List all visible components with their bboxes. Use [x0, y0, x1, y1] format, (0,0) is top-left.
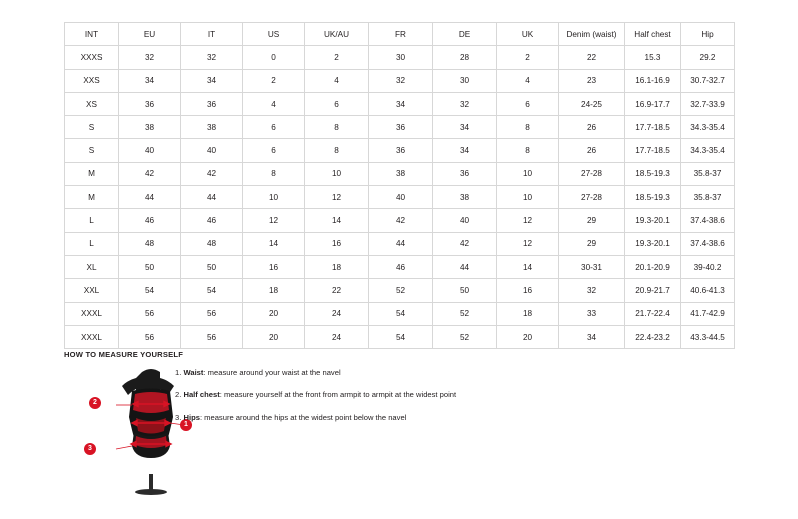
cell-denim-waist: 27-28: [559, 162, 625, 185]
cell-us: 0: [243, 46, 305, 69]
cell-it: 50: [181, 255, 243, 278]
cell-eu: 56: [119, 302, 181, 325]
cell-int: XXXL: [65, 325, 119, 348]
cell-de: 52: [433, 302, 497, 325]
item-number: 1.: [175, 368, 182, 377]
table-row: [65, 46, 735, 69]
table-row: [65, 279, 735, 302]
table-row: [65, 255, 735, 278]
cell-eu: 54: [119, 279, 181, 302]
cell-half-chest: 20.1-20.9: [625, 255, 681, 278]
cell-uk: 8: [497, 116, 559, 139]
cell-it: 54: [181, 279, 243, 302]
table-row: [65, 302, 735, 325]
cell-us: 20: [243, 302, 305, 325]
cell-int: L: [65, 232, 119, 255]
cell-eu: 36: [119, 92, 181, 115]
cell-us: 2: [243, 69, 305, 92]
cell-uk-au: 8: [305, 139, 369, 162]
cell-half-chest: 19.3-20.1: [625, 209, 681, 232]
column-header-uk: UK: [497, 23, 559, 46]
column-header-uk-au: UK/AU: [305, 23, 369, 46]
table-header-row: [65, 23, 735, 46]
column-header-us: US: [243, 23, 305, 46]
table-row: [65, 232, 735, 255]
cell-denim-waist: 22: [559, 46, 625, 69]
cell-uk-au: 8: [305, 116, 369, 139]
cell-int: XS: [65, 92, 119, 115]
cell-int: XXL: [65, 279, 119, 302]
cell-us: 14: [243, 232, 305, 255]
cell-us: 16: [243, 255, 305, 278]
cell-denim-waist: 30-31: [559, 255, 625, 278]
size-chart-table: [64, 22, 735, 349]
cell-fr: 42: [369, 209, 433, 232]
item-number: 3.: [175, 412, 182, 422]
cell-int: XXS: [65, 69, 119, 92]
cell-int: XL: [65, 255, 119, 278]
cell-it: 40: [181, 139, 243, 162]
cell-it: 34: [181, 69, 243, 92]
column-header-fr: FR: [369, 23, 433, 46]
column-header-de: DE: [433, 23, 497, 46]
cell-uk: 10: [497, 186, 559, 209]
cell-eu: 38: [119, 116, 181, 139]
cell-half-chest: 17.7-18.5: [625, 116, 681, 139]
cell-hip: 34.3-35.4: [681, 139, 735, 162]
measure-instructions-list: [175, 368, 595, 435]
cell-de: 52: [433, 325, 497, 348]
cell-fr: 36: [369, 139, 433, 162]
cell-int: XXXL: [65, 302, 119, 325]
table-row: [65, 325, 735, 348]
cell-it: 46: [181, 209, 243, 232]
cell-denim-waist: 26: [559, 139, 625, 162]
cell-denim-waist: 26: [559, 116, 625, 139]
cell-it: 32: [181, 46, 243, 69]
cell-denim-waist: 32: [559, 279, 625, 302]
cell-uk: 6: [497, 92, 559, 115]
cell-uk-au: 14: [305, 209, 369, 232]
list-item: [175, 390, 595, 399]
badge-waist: 1: [180, 419, 192, 431]
list-item: [175, 368, 595, 377]
cell-eu: 44: [119, 186, 181, 209]
cell-us: 12: [243, 209, 305, 232]
cell-fr: 54: [369, 325, 433, 348]
cell-eu: 50: [119, 255, 181, 278]
cell-uk-au: 16: [305, 232, 369, 255]
cell-half-chest: 18.5-19.3: [625, 162, 681, 185]
cell-de: 50: [433, 279, 497, 302]
cell-fr: 34: [369, 92, 433, 115]
cell-eu: 46: [119, 209, 181, 232]
cell-hip: 29.2: [681, 46, 735, 69]
cell-de: 34: [433, 139, 497, 162]
table-row: [65, 92, 735, 115]
cell-fr: 52: [369, 279, 433, 302]
cell-us: 20: [243, 325, 305, 348]
cell-hip: 32.7-33.9: [681, 92, 735, 115]
cell-us: 8: [243, 162, 305, 185]
cell-fr: 44: [369, 232, 433, 255]
cell-it: 56: [181, 325, 243, 348]
item-text: : measure yourself at the front from armpit to armpit at the widest point: [219, 390, 457, 400]
size-chart-container: [64, 22, 734, 349]
cell-uk-au: 6: [305, 92, 369, 115]
cell-hip: 37.4-38.6: [681, 209, 735, 232]
cell-uk-au: 22: [305, 279, 369, 302]
cell-uk-au: 10: [305, 162, 369, 185]
cell-us: 4: [243, 92, 305, 115]
cell-eu: 40: [119, 139, 181, 162]
cell-half-chest: 19.3-20.1: [625, 232, 681, 255]
cell-hip: 40.6-41.3: [681, 279, 735, 302]
cell-uk-au: 18: [305, 255, 369, 278]
cell-int: L: [65, 209, 119, 232]
cell-uk: 16: [497, 279, 559, 302]
cell-de: 44: [433, 255, 497, 278]
cell-uk: 12: [497, 232, 559, 255]
cell-denim-waist: 27-28: [559, 186, 625, 209]
cell-hip: 37.4-38.6: [681, 232, 735, 255]
item-term: Waist: [183, 368, 204, 377]
cell-hip: 35.8-37: [681, 162, 735, 185]
cell-half-chest: 21.7-22.4: [625, 302, 681, 325]
cell-eu: 42: [119, 162, 181, 185]
table-row: [65, 186, 735, 209]
cell-de: 32: [433, 92, 497, 115]
cell-uk: 2: [497, 46, 559, 69]
badge-half-chest: 2: [89, 397, 101, 409]
cell-uk: 10: [497, 162, 559, 185]
cell-fr: 46: [369, 255, 433, 278]
table-row: [65, 139, 735, 162]
cell-fr: 30: [369, 46, 433, 69]
cell-uk: 12: [497, 209, 559, 232]
column-header-it: IT: [181, 23, 243, 46]
table-row: [65, 116, 735, 139]
item-term: Hips: [183, 412, 200, 422]
column-header-half-chest: Half chest: [625, 23, 681, 46]
cell-fr: 36: [369, 116, 433, 139]
cell-half-chest: 22.4-23.2: [625, 325, 681, 348]
cell-uk: 20: [497, 325, 559, 348]
cell-de: 34: [433, 116, 497, 139]
item-text: : measure around your waist at the navel: [203, 368, 341, 377]
cell-de: 40: [433, 209, 497, 232]
table-row: [65, 209, 735, 232]
cell-fr: 32: [369, 69, 433, 92]
item-term: Half chest: [183, 390, 220, 400]
cell-denim-waist: 23: [559, 69, 625, 92]
cell-fr: 54: [369, 302, 433, 325]
cell-eu: 56: [119, 325, 181, 348]
cell-de: 28: [433, 46, 497, 69]
cell-int: S: [65, 116, 119, 139]
cell-de: 30: [433, 69, 497, 92]
cell-half-chest: 16.9-17.7: [625, 92, 681, 115]
cell-uk-au: 12: [305, 186, 369, 209]
cell-de: 38: [433, 186, 497, 209]
cell-int: S: [65, 139, 119, 162]
cell-it: 38: [181, 116, 243, 139]
list-item: [175, 413, 595, 422]
badge-hips: 3: [84, 443, 96, 455]
item-number: 2.: [175, 390, 182, 400]
cell-it: 44: [181, 186, 243, 209]
table-row: [65, 69, 735, 92]
cell-int: M: [65, 162, 119, 185]
cell-half-chest: 17.7-18.5: [625, 139, 681, 162]
cell-hip: 39-40.2: [681, 255, 735, 278]
cell-half-chest: 20.9-21.7: [625, 279, 681, 302]
cell-uk: 8: [497, 139, 559, 162]
cell-half-chest: 18.5-19.3: [625, 186, 681, 209]
cell-uk: 18: [497, 302, 559, 325]
cell-us: 18: [243, 279, 305, 302]
cell-denim-waist: 24-25: [559, 92, 625, 115]
cell-eu: 32: [119, 46, 181, 69]
cell-fr: 38: [369, 162, 433, 185]
cell-denim-waist: 29: [559, 209, 625, 232]
cell-uk: 14: [497, 255, 559, 278]
cell-eu: 34: [119, 69, 181, 92]
cell-uk-au: 24: [305, 302, 369, 325]
cell-it: 42: [181, 162, 243, 185]
cell-hip: 41.7-42.9: [681, 302, 735, 325]
cell-de: 42: [433, 232, 497, 255]
cell-uk-au: 4: [305, 69, 369, 92]
cell-hip: 43.3-44.5: [681, 325, 735, 348]
column-header-hip: Hip: [681, 23, 735, 46]
how-to-measure-title: HOW TO MEASURE YOURSELF: [64, 350, 184, 359]
cell-int: M: [65, 186, 119, 209]
cell-it: 48: [181, 232, 243, 255]
cell-uk-au: 2: [305, 46, 369, 69]
cell-eu: 48: [119, 232, 181, 255]
cell-de: 36: [433, 162, 497, 185]
column-header-eu: EU: [119, 23, 181, 46]
cell-it: 36: [181, 92, 243, 115]
cell-us: 6: [243, 116, 305, 139]
cell-int: XXXS: [65, 46, 119, 69]
cell-hip: 34.3-35.4: [681, 116, 735, 139]
cell-us: 6: [243, 139, 305, 162]
cell-denim-waist: 29: [559, 232, 625, 255]
column-header-denim-waist: Denim (waist): [559, 23, 625, 46]
cell-hip: 35.8-37: [681, 186, 735, 209]
cell-denim-waist: 34: [559, 325, 625, 348]
cell-uk-au: 24: [305, 325, 369, 348]
cell-half-chest: 15.3: [625, 46, 681, 69]
table-row: [65, 162, 735, 185]
cell-uk: 4: [497, 69, 559, 92]
cell-denim-waist: 33: [559, 302, 625, 325]
cell-it: 56: [181, 302, 243, 325]
item-text: : measure around the hips at the widest point below the navel: [199, 412, 407, 422]
cell-us: 10: [243, 186, 305, 209]
column-header-int: INT: [65, 23, 119, 46]
cell-hip: 30.7-32.7: [681, 69, 735, 92]
cell-half-chest: 16.1-16.9: [625, 69, 681, 92]
cell-fr: 40: [369, 186, 433, 209]
